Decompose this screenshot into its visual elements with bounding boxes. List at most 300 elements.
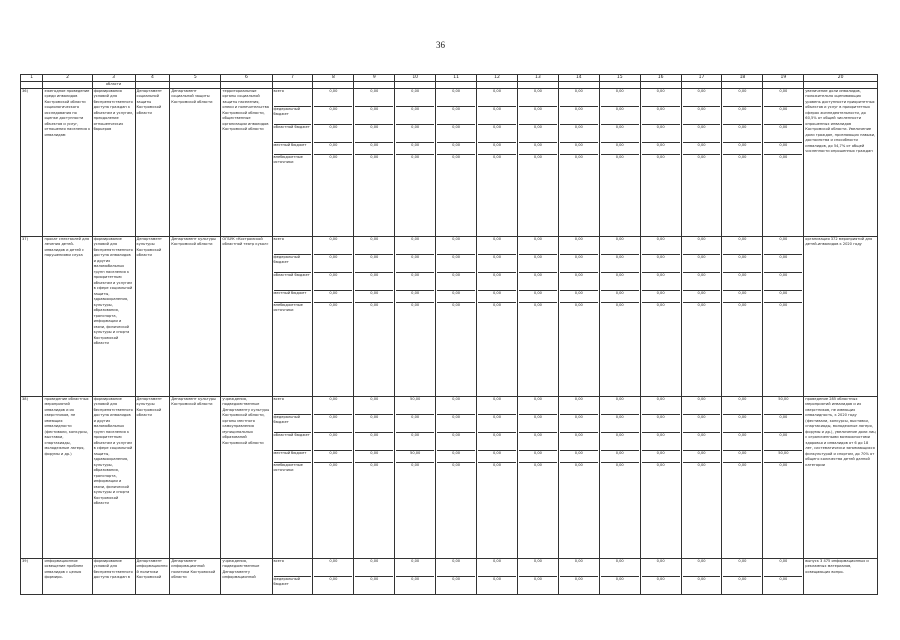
funding-value: 0,00 bbox=[355, 237, 393, 255]
funding-value: 0,00 bbox=[533, 302, 542, 307]
funding-value: 0,00 bbox=[723, 255, 761, 273]
expected-result: увеличение доли инвалидов, положительно оценивающих уровень доступности приоритетных объектов и услуг в приоритетных сферах жизнедеятельности, до 60,5% от общей численности опрошенных инвалидов Костромской области. Увеличение доли граждан, признающих навыки, достоинства и способности инвалидов, до 54,7% от общей численности опрошенных граждан bbox=[804, 88, 878, 236]
funding-year-cell bbox=[313, 558, 354, 594]
funding-value: 0,00 bbox=[615, 462, 624, 467]
funding-value: 0,00 bbox=[779, 154, 788, 159]
funding-value: 0,00 bbox=[560, 291, 598, 303]
funding-value: 0,00 bbox=[697, 302, 706, 307]
funding-year-cell bbox=[763, 88, 804, 236]
funding-value: 0,00 bbox=[519, 415, 557, 433]
funding-value: 0,00 bbox=[738, 302, 747, 307]
funding-value: 0,00 bbox=[533, 462, 542, 467]
funding-value: 0,00 bbox=[601, 433, 639, 451]
funding-year-cell bbox=[681, 396, 722, 558]
funding-value: 0,00 bbox=[519, 107, 557, 125]
column-header: 9 bbox=[354, 75, 395, 82]
funding-value: 0,00 bbox=[519, 451, 557, 463]
funding-value: 0,00 bbox=[642, 433, 680, 451]
funding-value: 0,00 bbox=[519, 89, 557, 107]
responsible-executor: Департамент культуры Костромской области bbox=[135, 396, 170, 558]
funding-sources bbox=[272, 396, 313, 558]
funding-year-cell bbox=[517, 88, 558, 236]
funding-value: 0,00 bbox=[723, 143, 761, 155]
funding-year-cell bbox=[681, 558, 722, 594]
funding-year-cell bbox=[395, 88, 436, 236]
activity-name: ежегодное проведение среди инвалидов Костромской области социологического исследования по оценке доступности объектов и услуг, отношения населения к инвалидам bbox=[43, 88, 92, 236]
row-number: 37) bbox=[21, 236, 43, 396]
funding-value: 0,00 bbox=[764, 273, 802, 291]
funding-value: 0,00 bbox=[478, 559, 516, 577]
funding-value: 0,00 bbox=[574, 576, 583, 581]
funding-source-label: всего bbox=[274, 89, 312, 107]
program-row bbox=[21, 88, 878, 236]
funding-year-cell bbox=[599, 236, 640, 396]
funding-value: 0,00 bbox=[683, 291, 721, 303]
funding-value: 0,00 bbox=[314, 415, 352, 433]
funding-source-label: внебюджетные источники bbox=[273, 462, 303, 472]
funding-value: 0,00 bbox=[437, 415, 475, 433]
funding-value: 0,00 bbox=[723, 237, 761, 255]
funding-value: 0,00 bbox=[642, 273, 680, 291]
funding-value: 0,00 bbox=[355, 255, 393, 273]
funding-value: 0,00 bbox=[396, 125, 434, 143]
funding-value: 0,00 bbox=[764, 291, 802, 303]
activity-goal: формирование условий для беспрепятственного доступа инвалидов и других маломобильных групп населения к приоритетным объектам и услугам в сфере социальной защиты, здравоохранения, культуры, образования, транспорта, информации и связи, физической культуры и спорта Костромской области bbox=[92, 236, 135, 396]
funding-value: 0,00 bbox=[560, 255, 598, 273]
row-number: 38) bbox=[21, 396, 43, 558]
funding-source-label: местный бюджет bbox=[274, 451, 312, 463]
column-header: 20 bbox=[804, 75, 878, 82]
page-number: 36 bbox=[436, 40, 445, 50]
funding-value: 0,00 bbox=[779, 462, 788, 467]
funding-value: 0,00 bbox=[519, 237, 557, 255]
funding-value: 0,00 bbox=[519, 397, 557, 415]
funding-value: 0,00 bbox=[723, 559, 761, 577]
funding-value: 0,00 bbox=[411, 576, 420, 581]
funding-value: 0,00 bbox=[437, 89, 475, 107]
row-number: 36) bbox=[21, 88, 43, 236]
funding-value: 0,00 bbox=[437, 125, 475, 143]
funding-value: 0,00 bbox=[560, 559, 598, 577]
funding-value: 0,00 bbox=[764, 125, 802, 143]
activity-name: прокат спектаклей для лечения детей-инвалидов и детей с нарушениями слуха bbox=[43, 236, 92, 396]
funding-value: 0,00 bbox=[370, 154, 379, 159]
funding-value: 0,00 bbox=[478, 107, 516, 125]
funding-value: 0,00 bbox=[519, 559, 557, 577]
funding-value: 0,00 bbox=[452, 462, 461, 467]
funding-value: 0,00 bbox=[329, 302, 338, 307]
funding-value: 0,00 bbox=[764, 255, 802, 273]
expected-result: проведение 285 областных мероприятий инвалидов и их сверстников, не имеющих инвалидность, к 2020 году (фестивали, конкурсы, выставки, спартакиады, молодежные лагеря, форумы и др.), увеличение доли лиц с ограниченными возможностями здоровья и инвалидов от 6 до 18 лет, систематически занимающихся физкультурой и спортом, до 70% от общего количества детей данной категории bbox=[804, 396, 878, 558]
funding-sources bbox=[272, 558, 313, 594]
funding-year-cell bbox=[599, 88, 640, 236]
funding-source-label: местный бюджет bbox=[274, 143, 312, 155]
column-header: 19 bbox=[763, 75, 804, 82]
funding-year-cell bbox=[681, 236, 722, 396]
expected-result: выпуск 3 475 информационных и рекламных материалов, освещающих вопро- bbox=[804, 558, 878, 594]
funding-value: 0,00 bbox=[437, 397, 475, 415]
funding-value: 0,00 bbox=[560, 451, 598, 463]
funding-value: 0,00 bbox=[723, 89, 761, 107]
funding-value: 50,00 bbox=[764, 397, 802, 415]
funding-source-label: федеральный бюджет bbox=[273, 576, 300, 586]
funding-year-cell bbox=[722, 558, 763, 594]
funding-value: 0,00 bbox=[642, 291, 680, 303]
responsible-executor: Департамент социальной защиты Костромской области bbox=[135, 88, 170, 236]
funding-value: 0,00 bbox=[437, 291, 475, 303]
funding-value: 0,00 bbox=[560, 397, 598, 415]
funding-value: 0,00 bbox=[642, 107, 680, 125]
funding-value: 0,00 bbox=[601, 125, 639, 143]
funding-year-cell bbox=[763, 396, 804, 558]
funding-value: 0,00 bbox=[601, 143, 639, 155]
funding-value: 0,00 bbox=[396, 415, 434, 433]
funding-value: 0,00 bbox=[355, 273, 393, 291]
funding-value: 0,00 bbox=[519, 273, 557, 291]
funding-value: 0,00 bbox=[560, 273, 598, 291]
funding-year-cell bbox=[436, 88, 477, 236]
funding-value: 0,00 bbox=[764, 107, 802, 125]
funding-value: 0,00 bbox=[329, 462, 338, 467]
column-header: 1 bbox=[21, 75, 43, 82]
funding-value: 0,00 bbox=[370, 576, 379, 581]
funding-value: 0,00 bbox=[723, 433, 761, 451]
funding-value: 0,00 bbox=[683, 255, 721, 273]
coexecutor: Департамент культуры Костромской области bbox=[170, 396, 221, 558]
funding-value: 0,00 bbox=[396, 143, 434, 155]
funding-year-cell bbox=[436, 236, 477, 396]
funding-source-label: внебюджетные источники bbox=[273, 154, 303, 164]
funding-value: 0,00 bbox=[396, 237, 434, 255]
funding-year-cell bbox=[763, 558, 804, 594]
funding-value: 0,00 bbox=[683, 107, 721, 125]
funding-value: 0,00 bbox=[779, 302, 788, 307]
funding-value: 0,00 bbox=[492, 302, 501, 307]
column-header: 18 bbox=[722, 75, 763, 82]
funding-value: 0,00 bbox=[615, 302, 624, 307]
funding-year-cell bbox=[517, 558, 558, 594]
funding-year-cell bbox=[477, 558, 518, 594]
funding-value: 0,00 bbox=[683, 143, 721, 155]
funding-value: 0,00 bbox=[355, 559, 393, 577]
funding-value: 0,00 bbox=[478, 89, 516, 107]
funding-value: 0,00 bbox=[642, 125, 680, 143]
funding-value: 0,00 bbox=[314, 451, 352, 463]
funding-value: 0,00 bbox=[437, 273, 475, 291]
funding-value: 0,00 bbox=[683, 273, 721, 291]
funding-sources bbox=[272, 236, 313, 396]
funding-year-cell bbox=[354, 88, 395, 236]
funding-value: 0,00 bbox=[601, 291, 639, 303]
funding-value: 0,00 bbox=[396, 89, 434, 107]
funding-value: 0,00 bbox=[314, 433, 352, 451]
funding-value: 50,00 bbox=[396, 451, 434, 463]
funding-value: 0,00 bbox=[723, 291, 761, 303]
funding-value: 0,00 bbox=[478, 255, 516, 273]
funding-year-cell bbox=[477, 88, 518, 236]
funding-value: 0,00 bbox=[574, 302, 583, 307]
funding-year-cell bbox=[558, 396, 599, 558]
funding-sources bbox=[272, 88, 313, 236]
funding-year-cell bbox=[599, 396, 640, 558]
funding-year-cell bbox=[477, 236, 518, 396]
coexecutor: Департамент социальной защиты Костромской области bbox=[170, 88, 221, 236]
funding-value: 0,00 bbox=[764, 415, 802, 433]
funding-value: 0,00 bbox=[601, 559, 639, 577]
funding-value: 0,00 bbox=[314, 255, 352, 273]
funding-value: 0,00 bbox=[697, 462, 706, 467]
funding-value: 0,00 bbox=[519, 143, 557, 155]
column-header: 15 bbox=[599, 75, 640, 82]
funding-year-cell bbox=[722, 88, 763, 236]
activity-goal: формирование условий для беспрепятственного доступа инвалидов и других маломобильных групп населения к приоритетным объектам и услугам в сфере социальной защиты, здравоохранения, культуры, образования, транспорта, информации и связи, физической культуры и спорта Костромской области bbox=[92, 396, 135, 558]
funding-value: 0,00 bbox=[478, 291, 516, 303]
funding-value: 0,00 bbox=[656, 154, 665, 159]
funding-value: 0,00 bbox=[615, 154, 624, 159]
funding-value: 0,00 bbox=[492, 154, 501, 159]
funding-value: 0,00 bbox=[642, 255, 680, 273]
funding-value: 0,00 bbox=[519, 291, 557, 303]
funding-source-label: внебюджетные источники bbox=[273, 302, 303, 312]
funding-value: 0,00 bbox=[478, 415, 516, 433]
funding-value: 0,00 bbox=[560, 107, 598, 125]
funding-value: 0,00 bbox=[560, 237, 598, 255]
funding-year-cell bbox=[640, 558, 681, 594]
funding-value: 0,00 bbox=[533, 154, 542, 159]
funding-value: 0,00 bbox=[738, 462, 747, 467]
funding-year-cell bbox=[558, 88, 599, 236]
funding-value: 0,00 bbox=[723, 451, 761, 463]
program-table bbox=[20, 74, 878, 595]
funding-source-label: всего bbox=[274, 559, 312, 577]
funding-value: 0,00 bbox=[411, 462, 420, 467]
funding-value: 0,00 bbox=[764, 237, 802, 255]
responsible-executor: Департамент культуры Костромской области bbox=[135, 236, 170, 396]
participants: учреждения, подведомственные Департаменту культуры Костромской области, органы местного самоуправления муниципальных образований Костромской области bbox=[221, 396, 272, 558]
funding-year-cell bbox=[436, 558, 477, 594]
funding-value: 0,00 bbox=[683, 559, 721, 577]
column-header: 13 bbox=[517, 75, 558, 82]
funding-value: 0,00 bbox=[723, 273, 761, 291]
funding-value: 0,00 bbox=[396, 107, 434, 125]
funding-value: 0,00 bbox=[723, 415, 761, 433]
funding-value: 0,00 bbox=[656, 302, 665, 307]
funding-value: 0,00 bbox=[764, 89, 802, 107]
funding-value: 0,00 bbox=[437, 433, 475, 451]
funding-value: 0,00 bbox=[642, 451, 680, 463]
column-header: 3 bbox=[92, 75, 135, 82]
funding-value: 0,00 bbox=[574, 462, 583, 467]
funding-value: 0,00 bbox=[437, 107, 475, 125]
column-header: 4 bbox=[135, 75, 170, 82]
funding-value: 0,00 bbox=[411, 302, 420, 307]
activity-goal: формирования условий для беспрепятственного доступа граждан к объектам и услугам, преодоление отношенческих барьеров bbox=[92, 88, 135, 236]
funding-value: 0,00 bbox=[329, 154, 338, 159]
funding-value: 0,00 bbox=[683, 451, 721, 463]
funding-value: 0,00 bbox=[519, 255, 557, 273]
funding-value: 0,00 bbox=[314, 107, 352, 125]
funding-value: 0,00 bbox=[314, 237, 352, 255]
funding-year-cell bbox=[354, 396, 395, 558]
funding-year-cell bbox=[354, 558, 395, 594]
funding-year-cell bbox=[313, 396, 354, 558]
funding-value: 0,00 bbox=[560, 89, 598, 107]
funding-year-cell bbox=[722, 396, 763, 558]
funding-value: 0,00 bbox=[683, 415, 721, 433]
column-header: 7 bbox=[272, 75, 313, 82]
funding-value: 0,00 bbox=[764, 559, 802, 577]
funding-value: 0,00 bbox=[314, 273, 352, 291]
funding-value: 0,00 bbox=[370, 302, 379, 307]
column-header: 6 bbox=[221, 75, 272, 82]
funding-year-cell bbox=[640, 236, 681, 396]
program-row bbox=[21, 236, 878, 396]
funding-value: 0,00 bbox=[355, 415, 393, 433]
funding-value: 0,00 bbox=[533, 576, 542, 581]
funding-value: 0,00 bbox=[723, 125, 761, 143]
funding-value: 0,00 bbox=[779, 576, 788, 581]
funding-value: 0,00 bbox=[560, 143, 598, 155]
funding-value: 0,00 bbox=[764, 143, 802, 155]
funding-value: 0,00 bbox=[764, 433, 802, 451]
funding-year-cell bbox=[558, 558, 599, 594]
funding-value: 0,00 bbox=[601, 273, 639, 291]
column-header: 14 bbox=[558, 75, 599, 82]
funding-value: 0,00 bbox=[452, 302, 461, 307]
funding-value: 0,00 bbox=[478, 273, 516, 291]
funding-value: 0,00 bbox=[642, 143, 680, 155]
column-header: 10 bbox=[395, 75, 436, 82]
funding-value: 0,00 bbox=[355, 107, 393, 125]
funding-value: 0,00 bbox=[601, 107, 639, 125]
funding-value: 0,00 bbox=[370, 462, 379, 467]
funding-value: 0,00 bbox=[437, 559, 475, 577]
activity-goal: формирование условий для беспрепятственного доступа граждан в bbox=[92, 558, 135, 594]
funding-value: 0,00 bbox=[601, 89, 639, 107]
funding-value: 0,00 bbox=[601, 237, 639, 255]
funding-value: 0,00 bbox=[492, 462, 501, 467]
funding-year-cell bbox=[313, 88, 354, 236]
funding-year-cell bbox=[517, 396, 558, 558]
funding-value: 0,00 bbox=[355, 397, 393, 415]
funding-source-label: областной бюджет bbox=[274, 433, 312, 451]
funding-value: 0,00 bbox=[697, 154, 706, 159]
funding-value: 0,00 bbox=[314, 291, 352, 303]
program-row bbox=[21, 396, 878, 558]
funding-value: 0,00 bbox=[601, 451, 639, 463]
funding-value: 0,00 bbox=[642, 415, 680, 433]
funding-year-cell bbox=[558, 236, 599, 396]
funding-source-label: областной бюджет bbox=[274, 273, 312, 291]
funding-source-label: областной бюджет bbox=[274, 125, 312, 143]
column-header: 12 bbox=[477, 75, 518, 82]
funding-year-cell bbox=[354, 236, 395, 396]
funding-value: 0,00 bbox=[615, 576, 624, 581]
funding-source-label: федеральный бюджет bbox=[274, 415, 312, 433]
funding-value: 0,00 bbox=[519, 433, 557, 451]
funding-year-cell bbox=[395, 396, 436, 558]
column-header: 17 bbox=[681, 75, 722, 82]
expected-result: организация 372 мероприятий для детей-инвалидов к 2020 году bbox=[804, 236, 878, 396]
funding-value: 0,00 bbox=[656, 576, 665, 581]
funding-value: 0,00 bbox=[396, 273, 434, 291]
funding-year-cell bbox=[395, 558, 436, 594]
funding-value: 0,00 bbox=[452, 576, 461, 581]
funding-value: 0,00 bbox=[656, 462, 665, 467]
funding-value: 0,00 bbox=[738, 154, 747, 159]
funding-value: 0,00 bbox=[492, 576, 501, 581]
funding-value: 0,00 bbox=[601, 255, 639, 273]
coexecutor: Департамент культуры Костромской области bbox=[170, 236, 221, 396]
funding-value: 0,00 bbox=[723, 107, 761, 125]
funding-year-cell bbox=[722, 236, 763, 396]
funding-value: 0,00 bbox=[560, 433, 598, 451]
funding-year-cell bbox=[681, 88, 722, 236]
activity-name: информационное освещение проблем инвалидов с целью формиро- bbox=[43, 558, 92, 594]
funding-year-cell bbox=[640, 88, 681, 236]
funding-year-cell bbox=[313, 236, 354, 396]
funding-year-cell bbox=[640, 396, 681, 558]
funding-value: 0,00 bbox=[560, 415, 598, 433]
funding-value: 0,00 bbox=[437, 143, 475, 155]
funding-year-cell bbox=[599, 558, 640, 594]
funding-value: 0,00 bbox=[478, 143, 516, 155]
funding-value: 0,00 bbox=[396, 291, 434, 303]
funding-source-label: местный бюджет bbox=[274, 291, 312, 303]
funding-value: 0,00 bbox=[697, 576, 706, 581]
participants: учреждения, подведомственные Департаменту информационной bbox=[221, 558, 272, 594]
funding-year-cell bbox=[436, 396, 477, 558]
funding-value: 0,00 bbox=[601, 415, 639, 433]
funding-value: 0,00 bbox=[642, 397, 680, 415]
funding-value: 0,00 bbox=[314, 125, 352, 143]
funding-value: 0,00 bbox=[355, 125, 393, 143]
funding-source-label: всего bbox=[274, 397, 312, 415]
funding-year-cell bbox=[395, 236, 436, 396]
funding-value: 0,00 bbox=[437, 255, 475, 273]
funding-value: 0,00 bbox=[355, 433, 393, 451]
funding-value: 0,00 bbox=[723, 397, 761, 415]
funding-value: 0,00 bbox=[355, 451, 393, 463]
funding-value: 0,00 bbox=[478, 237, 516, 255]
funding-value: 0,00 bbox=[519, 125, 557, 143]
funding-value: 50,00 bbox=[396, 397, 434, 415]
funding-value: 0,00 bbox=[396, 433, 434, 451]
column-header: 11 bbox=[436, 75, 477, 82]
column-header: 5 bbox=[170, 75, 221, 82]
funding-year-cell bbox=[477, 396, 518, 558]
column-number-row bbox=[21, 75, 878, 82]
funding-value: 0,00 bbox=[437, 237, 475, 255]
funding-value: 0,00 bbox=[478, 125, 516, 143]
funding-value: 0,00 bbox=[601, 397, 639, 415]
funding-year-cell bbox=[517, 236, 558, 396]
row-number: 39) bbox=[21, 558, 43, 594]
funding-value: 0,00 bbox=[452, 154, 461, 159]
continuation-cell: области bbox=[92, 82, 135, 89]
funding-value: 0,00 bbox=[314, 397, 352, 415]
funding-source-label: федеральный бюджет bbox=[274, 107, 312, 125]
funding-value: 0,00 bbox=[355, 143, 393, 155]
funding-value: 0,00 bbox=[574, 154, 583, 159]
funding-value: 0,00 bbox=[355, 89, 393, 107]
table-body bbox=[21, 82, 878, 595]
funding-value: 0,00 bbox=[683, 397, 721, 415]
funding-value: 0,00 bbox=[642, 237, 680, 255]
funding-value: 0,00 bbox=[642, 89, 680, 107]
funding-value: 0,00 bbox=[683, 433, 721, 451]
funding-value: 0,00 bbox=[396, 255, 434, 273]
